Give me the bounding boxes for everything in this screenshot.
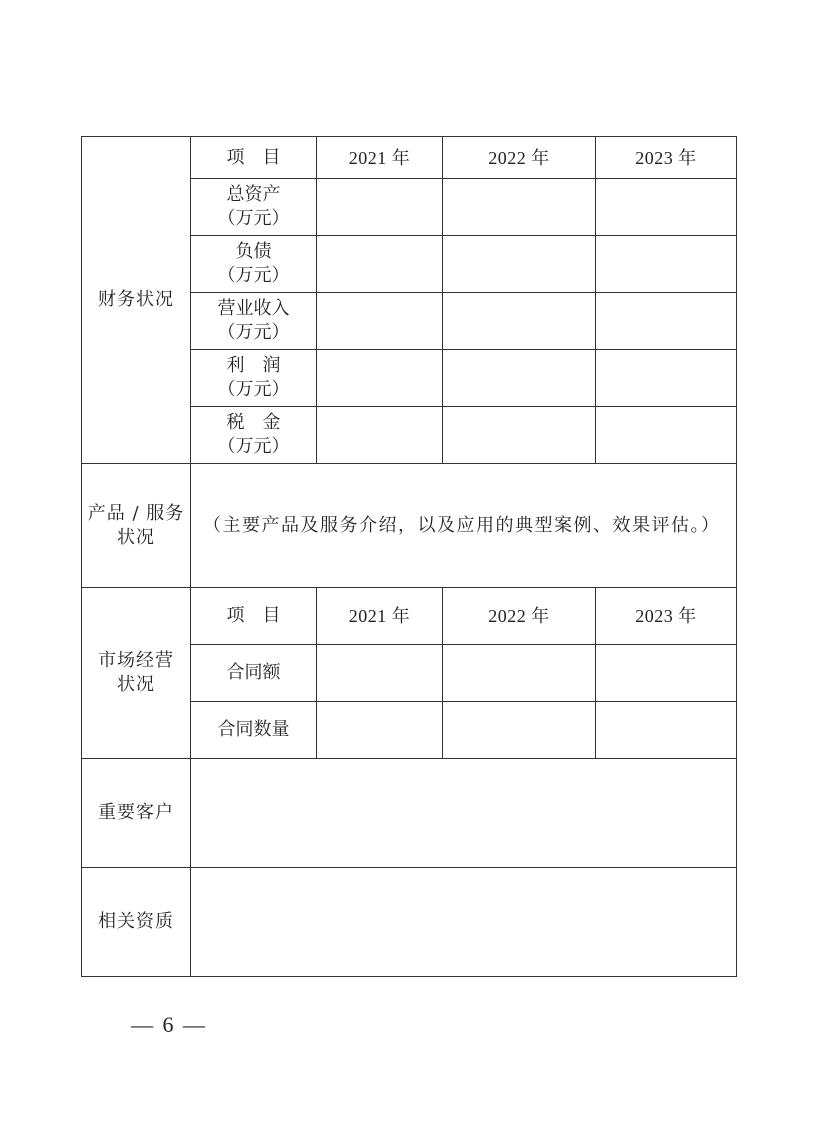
product-description-field[interactable]: （主要产品及服务介绍，以及应用的典型案例、效果评估。） <box>191 464 737 588</box>
qualifications-section-label: 相关资质 <box>82 868 191 977</box>
financial-row-label <box>191 236 317 293</box>
row-label-text: 负债 <box>235 241 272 262</box>
product-section-label-line1: 产品 / 服务 <box>87 502 185 524</box>
cell-2022[interactable] <box>443 236 596 293</box>
cell-2022[interactable] <box>443 702 596 759</box>
cell-2023[interactable] <box>596 236 737 293</box>
financial-row-label <box>191 293 317 350</box>
info-form-table <box>81 136 737 977</box>
market-row-label: 合同数量 <box>191 702 317 759</box>
market-header-row <box>82 588 737 645</box>
financial-section-label: 财务状况 <box>82 137 191 464</box>
clients-row <box>82 759 737 868</box>
cell-2022[interactable] <box>443 645 596 702</box>
market-header-item: 项 目 <box>191 588 317 645</box>
financial-row-label <box>191 350 317 407</box>
market-section-label-line2: 状况 <box>117 674 155 695</box>
cell-2021[interactable] <box>317 179 443 236</box>
market-header-2023: 2023 年 <box>596 588 737 645</box>
cell-2023[interactable] <box>596 407 737 464</box>
cell-2022[interactable] <box>443 407 596 464</box>
cell-2022[interactable] <box>443 293 596 350</box>
row-label-text: 税 金 <box>226 412 281 433</box>
cell-2023[interactable] <box>596 702 737 759</box>
qualifications-row <box>82 868 737 977</box>
financial-header-2022: 2022 年 <box>443 137 596 179</box>
financial-header-2023: 2023 年 <box>596 137 737 179</box>
cell-2021[interactable] <box>317 236 443 293</box>
financial-header-item: 项 目 <box>191 137 317 179</box>
market-section-label <box>82 588 191 759</box>
financial-header-row <box>82 137 737 179</box>
cell-2021[interactable] <box>317 645 443 702</box>
financial-header-2021: 2021 年 <box>317 137 443 179</box>
page-number: — 6 — <box>131 1012 207 1037</box>
qualifications-field[interactable] <box>191 868 737 977</box>
cell-2022[interactable] <box>443 350 596 407</box>
cell-2023[interactable] <box>596 645 737 702</box>
clients-field[interactable] <box>191 759 737 868</box>
cell-2023[interactable] <box>596 179 737 236</box>
row-unit-text: （万元） <box>217 208 290 229</box>
cell-2021[interactable] <box>317 350 443 407</box>
financial-row-label <box>191 407 317 464</box>
market-row-label: 合同额 <box>191 645 317 702</box>
product-row <box>82 464 737 588</box>
row-unit-text: （万元） <box>217 322 290 343</box>
cell-2021[interactable] <box>317 702 443 759</box>
product-section-label-line2: 状况 <box>117 526 155 548</box>
row-unit-text: （万元） <box>217 379 290 400</box>
row-label-text: 利 润 <box>226 355 281 376</box>
clients-section-label: 重要客户 <box>82 759 191 868</box>
market-section-label-line1: 市场经营 <box>98 650 174 671</box>
market-header-2022: 2022 年 <box>443 588 596 645</box>
row-label-text: 营业收入 <box>217 298 290 319</box>
row-label-text: 总资产 <box>226 184 281 205</box>
cell-2021[interactable] <box>317 407 443 464</box>
row-unit-text: （万元） <box>217 436 290 457</box>
cell-2023[interactable] <box>596 293 737 350</box>
row-unit-text: （万元） <box>217 265 290 286</box>
cell-2023[interactable] <box>596 350 737 407</box>
cell-2021[interactable] <box>317 293 443 350</box>
product-section-label <box>82 464 191 588</box>
market-header-2021: 2021 年 <box>317 588 443 645</box>
financial-row-label <box>191 179 317 236</box>
cell-2022[interactable] <box>443 179 596 236</box>
